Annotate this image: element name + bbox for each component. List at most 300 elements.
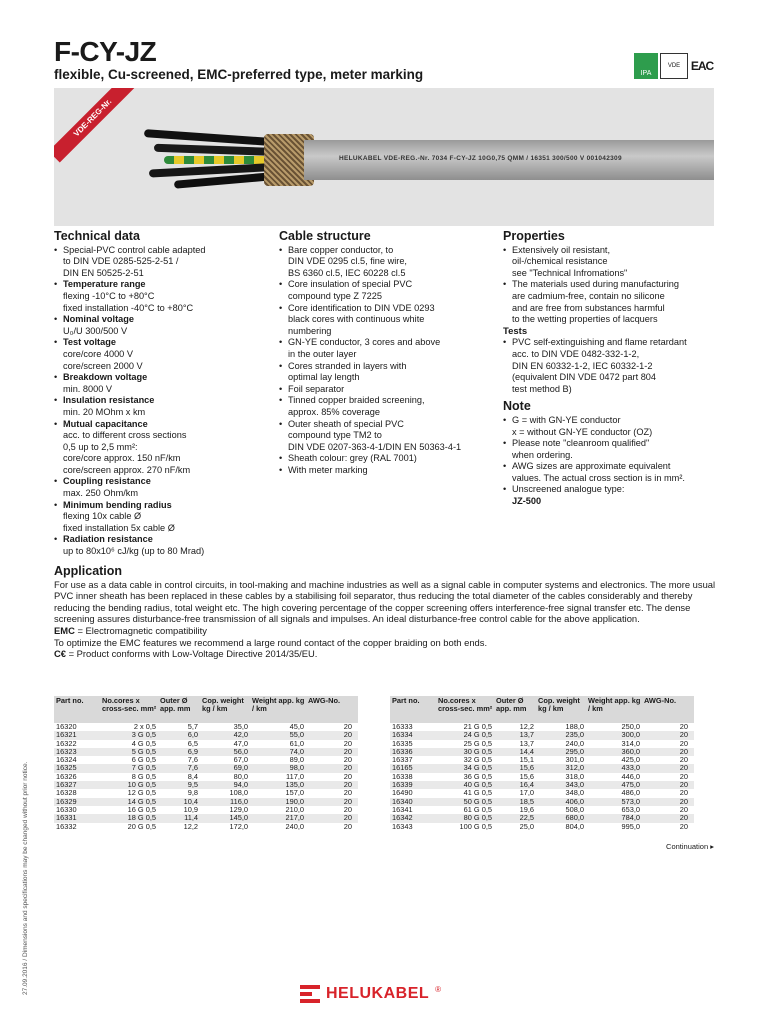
- cell-cop-weight: 312,0: [565, 763, 584, 773]
- tests-list: [503, 337, 718, 395]
- cell-awg: 20: [679, 813, 688, 823]
- table-row: [390, 764, 694, 772]
- header-cores: No.cores x cross-sec. mm²: [438, 696, 493, 714]
- list-item-text: in the outer layer: [288, 348, 357, 359]
- cell-outer-diameter: 10,9: [183, 804, 198, 814]
- cell-awg: 20: [343, 771, 352, 781]
- technical-data-section: [54, 231, 264, 558]
- cell-cores: 10 G 0,5: [127, 780, 156, 790]
- list-item: [503, 484, 718, 496]
- list-item: [503, 268, 718, 280]
- cell-part-no: 16331: [56, 813, 77, 823]
- cell-cop-weight: 35,0: [233, 722, 248, 731]
- cell-cores: 2 x 0,5: [133, 722, 156, 731]
- cell-part-no: 16330: [56, 804, 77, 814]
- cell-awg: 20: [343, 755, 352, 765]
- list-item-text: Core identification to DIN VDE 0293: [288, 302, 435, 313]
- list-item: [54, 349, 264, 361]
- cell-outer-diameter: 6,5: [187, 738, 198, 748]
- list-item-label: Coupling resistance: [63, 476, 151, 487]
- cell-cop-weight: 240,0: [565, 738, 584, 748]
- cell-cores: 16 G 0,5: [127, 804, 156, 814]
- list-item-text: acc. to DIN VDE 0482-332-1-2,: [512, 348, 640, 359]
- cell-awg: 20: [679, 746, 688, 756]
- product-title: F-CY-JZ: [54, 36, 157, 67]
- table-row: [54, 781, 358, 789]
- cell-awg: 20: [343, 821, 352, 831]
- list-item-text: BS 6360 cl.5, IEC 60228 cl.5: [288, 267, 406, 278]
- properties-section: [503, 231, 718, 508]
- list-item: [54, 384, 264, 396]
- vde-reg-ribbon: VDE-REG-Nr.: [54, 88, 138, 163]
- list-item-text: optimal lay length: [288, 372, 360, 383]
- cell-cop-weight: 406,0: [565, 796, 584, 806]
- table-row: [390, 798, 694, 806]
- cell-cop-weight: 348,0: [565, 788, 584, 798]
- list-item-text: to DIN VDE 0285-525-2-51 /: [63, 256, 179, 267]
- cell-weight: 61,0: [289, 738, 304, 748]
- cell-cop-weight: 47,0: [233, 738, 248, 748]
- cell-outer-diameter: 13,7: [519, 738, 534, 748]
- list-item-label: Insulation resistance: [63, 395, 155, 406]
- cell-part-no: 16341: [392, 804, 413, 814]
- cell-weight: 425,0: [621, 755, 640, 765]
- list-item-text: min. 8000 V: [63, 383, 113, 394]
- list-item-text: U₀/U 300/500 V: [63, 325, 128, 336]
- cell-weight: 240,0: [285, 821, 304, 831]
- cell-weight: 360,0: [621, 746, 640, 756]
- list-item: [503, 361, 718, 373]
- cell-outer-diameter: 17,0: [519, 788, 534, 798]
- vde-badge-label: VDE: [667, 63, 681, 69]
- list-item-text: core/screen 2000 V: [63, 360, 143, 371]
- list-item: [279, 407, 494, 419]
- list-item: [503, 303, 718, 315]
- table-row: [54, 806, 358, 814]
- cell-cop-weight: 172,0: [229, 821, 248, 831]
- list-item: [279, 326, 494, 338]
- list-item-text: up to 80x10⁶ cJ/kg (up to 80 Mrad): [63, 546, 205, 557]
- cell-cores: 4 G 0,5: [131, 738, 156, 748]
- list-item: [54, 268, 264, 280]
- header-cop-weight: Cop. weight kg / km: [538, 696, 580, 714]
- cell-cop-weight: 94,0: [233, 780, 248, 790]
- properties-heading: Properties: [503, 229, 565, 243]
- cell-part-no: 16328: [56, 788, 77, 798]
- cell-cores: 61 G 0,5: [463, 804, 492, 814]
- cell-awg: 20: [679, 771, 688, 781]
- table-row: [390, 748, 694, 756]
- list-item-text: DIN EN 60332-1-2, IEC 60332-1-2: [512, 360, 653, 371]
- list-item-text: flexing 10x cable Ø: [63, 511, 142, 522]
- table-row: [390, 789, 694, 797]
- table-row: [390, 773, 694, 781]
- cell-weight: 250,0: [621, 722, 640, 731]
- list-item: [503, 314, 718, 326]
- table-row: [54, 731, 358, 739]
- list-item: [279, 361, 494, 373]
- cell-cop-weight: 80,0: [233, 771, 248, 781]
- cell-awg: 20: [679, 738, 688, 748]
- cell-cores: 14 G 0,5: [127, 796, 156, 806]
- list-item: [279, 245, 494, 257]
- header-cop-weight: Cop. weight kg / km: [202, 696, 244, 714]
- list-item-text: DIN VDE 0207-363-4-1/DIN EN 50363-4-1: [288, 441, 462, 452]
- list-item: [503, 438, 718, 450]
- cell-part-no: 16321: [56, 730, 77, 740]
- cell-awg: 20: [679, 796, 688, 806]
- table-row: [54, 764, 358, 772]
- cell-outer-diameter: 6,0: [187, 730, 198, 740]
- cell-awg: 20: [343, 738, 352, 748]
- list-item-text: test method B): [512, 383, 572, 394]
- ce-mark-icon: C€: [54, 648, 66, 660]
- cell-weight: 573,0: [621, 796, 640, 806]
- emc-line: [54, 625, 718, 637]
- cable-print: HELUKABEL VDE-REG.-Nr. 7034 F-CY-JZ 10G0,75 QMM / 16351 300/500 V 001042309: [339, 155, 622, 162]
- cell-awg: 20: [343, 722, 352, 731]
- list-item: [503, 291, 718, 303]
- cell-outer-diameter: 5,7: [187, 722, 198, 731]
- list-item: [54, 430, 264, 442]
- cell-outer-diameter: 8,4: [187, 771, 198, 781]
- list-item-text: (equivalent DIN VDE 0472 part 804: [512, 372, 657, 383]
- eac-badge-label: EAC: [690, 59, 714, 73]
- cell-weight: 89,0: [289, 755, 304, 765]
- list-item-text: Sheath colour: grey (RAL 7001): [288, 453, 417, 464]
- cell-part-no: 16490: [392, 788, 413, 798]
- cell-part-no: 16322: [56, 738, 77, 748]
- cell-outer-diameter: 22,5: [519, 813, 534, 823]
- list-item: [279, 303, 494, 315]
- registered-mark: ®: [435, 985, 442, 994]
- list-item-text: max. 250 Ohm/km: [63, 488, 139, 499]
- list-item: [503, 473, 718, 485]
- cell-cores: 6 G 0,5: [131, 755, 156, 765]
- cell-weight: 210,0: [285, 804, 304, 814]
- cell-weight: 190,0: [285, 796, 304, 806]
- helukabel-mark-icon: [300, 985, 320, 1003]
- table-row: [390, 823, 694, 831]
- table-row: [390, 806, 694, 814]
- ipa-badge-icon: [634, 53, 658, 79]
- table-header: [54, 696, 358, 723]
- cell-awg: 20: [679, 755, 688, 765]
- cell-outer-diameter: 18,5: [519, 796, 534, 806]
- header-outer-diameter: Outer Ø app. mm: [496, 696, 527, 714]
- cell-weight: 433,0: [621, 763, 640, 773]
- header-awg: AWG-No.: [308, 696, 341, 705]
- list-item-text: acc. to different cross sections: [63, 430, 187, 441]
- cell-cop-weight: 67,0: [233, 755, 248, 765]
- cell-part-no: 16325: [56, 763, 77, 773]
- application-heading: Application: [54, 564, 123, 578]
- cell-awg: 20: [679, 821, 688, 831]
- cell-part-no: 16340: [392, 796, 413, 806]
- cell-outer-diameter: 15,6: [519, 771, 534, 781]
- list-item: [54, 453, 264, 465]
- cell-cores: 5 G 0,5: [131, 746, 156, 756]
- list-item-text: JZ-500: [512, 496, 542, 507]
- list-item-text: Outer sheath of special PVC: [288, 418, 404, 429]
- table-row: [54, 723, 358, 731]
- cell-awg: 20: [679, 804, 688, 814]
- cell-part-no: 16332: [56, 821, 77, 831]
- table-row: [390, 723, 694, 731]
- list-item: [54, 303, 264, 315]
- list-item: [503, 496, 718, 508]
- cell-outer-diameter: 13,7: [519, 730, 534, 740]
- brand-name: HELUKABEL: [326, 985, 430, 1002]
- list-item: [54, 372, 264, 384]
- header-awg: AWG-No.: [644, 696, 677, 705]
- list-item: [279, 279, 494, 291]
- cell-outer-diameter: 19,6: [519, 804, 534, 814]
- cell-part-no: 16339: [392, 780, 413, 790]
- application-section: [54, 566, 718, 660]
- list-item: [279, 465, 494, 477]
- table-row: [390, 731, 694, 739]
- cell-awg: 20: [343, 813, 352, 823]
- cell-part-no: 16320: [56, 722, 77, 731]
- ipa-badge-label: IPA: [640, 70, 652, 77]
- list-item: [503, 415, 718, 427]
- cell-outer-diameter: 9,8: [187, 788, 198, 798]
- cell-weight: 157,0: [285, 788, 304, 798]
- table-body: [54, 723, 358, 831]
- cell-outer-diameter: 6,9: [187, 746, 198, 756]
- table-row: [390, 781, 694, 789]
- list-item-text: approx. 85% coverage: [288, 406, 380, 417]
- list-item-text: fixed installation 5x cable Ø: [63, 522, 175, 533]
- cell-part-no: 16323: [56, 746, 77, 756]
- list-item: [54, 534, 264, 546]
- cable-photo: [54, 88, 714, 226]
- list-item: [54, 326, 264, 338]
- cell-cop-weight: 235,0: [565, 730, 584, 740]
- cell-cop-weight: 145,0: [229, 813, 248, 823]
- cell-awg: 20: [343, 746, 352, 756]
- list-item-text: 0,5 up to 2,5 mm²:: [63, 441, 138, 452]
- list-item-text: see "Technical Infromations": [512, 267, 628, 278]
- ce-line: [54, 648, 718, 660]
- cell-part-no: 16326: [56, 771, 77, 781]
- cell-awg: 20: [679, 722, 688, 731]
- table-row: [390, 756, 694, 764]
- list-item: [54, 500, 264, 512]
- cell-weight: 653,0: [621, 804, 640, 814]
- list-item: [279, 314, 494, 326]
- cell-awg: 20: [679, 730, 688, 740]
- cell-part-no: 16327: [56, 780, 77, 790]
- cell-cores: 100 G 0,5: [459, 821, 492, 831]
- list-item-text: PVC self-extinguishing and flame retardant: [512, 337, 687, 348]
- list-item: [503, 256, 718, 268]
- cell-cores: 7 G 0,5: [131, 763, 156, 773]
- list-item-text: flexing -10°C to +80°C: [63, 290, 155, 301]
- list-item-text: Please note "cleanroom qualified": [512, 438, 650, 449]
- cell-weight: 74,0: [289, 746, 304, 756]
- list-item-text: AWG sizes are approximate equivalent: [512, 461, 671, 472]
- cell-outer-diameter: 10,4: [183, 796, 198, 806]
- cell-weight: 784,0: [621, 813, 640, 823]
- list-item: [54, 361, 264, 373]
- table-row: [54, 814, 358, 822]
- list-item: [54, 291, 264, 303]
- list-item-text: fixed installation -40°C to +80°C: [63, 302, 194, 313]
- cell-awg: 20: [343, 763, 352, 773]
- cell-part-no: 16333: [392, 722, 413, 731]
- list-item: [279, 384, 494, 396]
- table-row: [54, 798, 358, 806]
- ce-text: = Product conforms with Low-Voltage Directive 2014/35/EU.: [65, 648, 318, 660]
- vde-badge-icon: [660, 53, 688, 79]
- list-item: [54, 314, 264, 326]
- eac-badge-icon: [690, 53, 714, 79]
- technical-data-list: [54, 245, 264, 558]
- continuation-link[interactable]: Continuation ▸: [666, 842, 714, 851]
- cell-cop-weight: 42,0: [233, 730, 248, 740]
- cell-part-no: 16343: [392, 821, 413, 831]
- parts-table-right: [390, 696, 694, 831]
- cell-cop-weight: 680,0: [565, 813, 584, 823]
- table-row: [390, 740, 694, 748]
- table-row: [54, 789, 358, 797]
- cell-cores: 8 G 0,5: [131, 771, 156, 781]
- table-header: [390, 696, 694, 723]
- cell-cores: 41 G 0,5: [463, 788, 492, 798]
- cell-awg: 20: [343, 780, 352, 790]
- table-row: [54, 748, 358, 756]
- cell-part-no: 16342: [392, 813, 413, 823]
- cell-cop-weight: 56,0: [233, 746, 248, 756]
- cell-cop-weight: 188,0: [565, 722, 584, 731]
- cell-outer-diameter: 7,6: [187, 763, 198, 773]
- list-item: [279, 453, 494, 465]
- table-row: [54, 823, 358, 831]
- cell-awg: 20: [343, 804, 352, 814]
- cell-part-no: 16165: [392, 763, 413, 773]
- cell-part-no: 16334: [392, 730, 413, 740]
- cell-outer-diameter: 14,4: [519, 746, 534, 756]
- list-item-text: and are free from substances harmful: [512, 302, 665, 313]
- cell-awg: 20: [679, 780, 688, 790]
- header-cores: No.cores x cross-sec. mm²: [102, 696, 157, 714]
- list-item: [503, 427, 718, 439]
- list-item-text: Extensively oil resistant,: [512, 244, 611, 255]
- emc-recommendation: To optimize the EMC features we recommend a large round contact of the copper braiding on both ends.: [54, 636, 488, 648]
- cell-cores: 32 G 0,5: [463, 755, 492, 765]
- cell-cores: 24 G 0,5: [463, 730, 492, 740]
- cell-weight: 55,0: [289, 730, 304, 740]
- cell-weight: 314,0: [621, 738, 640, 748]
- cell-part-no: 16338: [392, 771, 413, 781]
- cell-weight: 45,0: [289, 722, 304, 731]
- cell-weight: 117,0: [286, 771, 304, 781]
- helukabel-logo: [300, 985, 441, 1003]
- cell-cop-weight: 508,0: [565, 804, 584, 814]
- list-item: [503, 349, 718, 361]
- cell-weight: 300,0: [621, 730, 640, 740]
- cell-weight: 98,0: [289, 763, 304, 773]
- table-row: [54, 740, 358, 748]
- cell-weight: 995,0: [621, 821, 640, 831]
- list-item: [503, 245, 718, 257]
- cell-awg: 20: [679, 763, 688, 773]
- list-item: [503, 372, 718, 384]
- list-item-text: G = with GN-YE conductor: [512, 414, 621, 425]
- cell-cores: 3 G 0,5: [131, 730, 156, 740]
- cell-awg: 20: [343, 796, 352, 806]
- cell-part-no: 16337: [392, 755, 413, 765]
- cell-part-no: 16336: [392, 746, 413, 756]
- header-outer-diameter: Outer Ø app. mm: [160, 696, 191, 714]
- list-item-text: x = without GN-YE conductor (OZ): [512, 426, 653, 437]
- cell-outer-diameter: 7,6: [187, 755, 198, 765]
- list-item: [279, 256, 494, 268]
- list-item-text: when ordering.: [512, 449, 573, 460]
- list-item: [279, 395, 494, 407]
- cell-cores: 30 G 0,5: [463, 746, 492, 756]
- list-item-text: compound type Z 7225: [288, 290, 382, 301]
- cell-outer-diameter: 12,2: [519, 722, 534, 731]
- list-item: [279, 268, 494, 280]
- list-item: [54, 465, 264, 477]
- header-part-no: Part no.: [56, 696, 84, 705]
- table-row: [54, 773, 358, 781]
- cell-cop-weight: 295,0: [565, 746, 584, 756]
- list-item-text: Bare copper conductor, to: [288, 244, 394, 255]
- list-item-text: min. 20 MOhm x km: [63, 406, 146, 417]
- cell-weight: 475,0: [621, 780, 640, 790]
- list-item-text: With meter marking: [288, 464, 368, 475]
- emc-label: EMC: [54, 624, 75, 636]
- list-item: [54, 337, 264, 349]
- cell-outer-diameter: 15,6: [519, 763, 534, 773]
- list-item: [503, 384, 718, 396]
- note-heading: Note: [503, 399, 531, 414]
- list-item-text: Core insulation of special PVC: [288, 279, 413, 290]
- list-item-text: Unscreened analogue type:: [512, 484, 625, 495]
- list-item: [54, 407, 264, 419]
- cell-cores: 36 G 0,5: [463, 771, 492, 781]
- cell-cores: 21 G 0,5: [463, 722, 492, 731]
- cell-part-no: 16329: [56, 796, 77, 806]
- list-item: [54, 419, 264, 431]
- cell-outer-diameter: 16,4: [519, 780, 534, 790]
- cell-outer-diameter: 9,5: [187, 780, 198, 790]
- list-item: [54, 245, 264, 257]
- list-item-label: Mutual capacitance: [63, 418, 148, 429]
- list-item: [503, 279, 718, 291]
- cable-structure-heading: Cable structure: [279, 229, 371, 243]
- emc-text: = Electromagnetic compatibility: [74, 624, 207, 636]
- list-item: [503, 450, 718, 462]
- list-item-text: Cores stranded in layers with: [288, 360, 407, 371]
- list-item-text: core/screen approx. 270 nF/km: [63, 464, 191, 475]
- cell-weight: 217,0: [285, 813, 304, 823]
- list-item-text: black cores with continuous white: [288, 314, 425, 325]
- cell-cop-weight: 804,0: [565, 821, 584, 831]
- cell-awg: 20: [343, 730, 352, 740]
- cell-weight: 486,0: [621, 788, 640, 798]
- cell-cop-weight: 69,0: [233, 763, 248, 773]
- list-item-label: Radiation resistance: [63, 534, 153, 545]
- list-item: [279, 442, 494, 454]
- cable-structure-section: [279, 231, 494, 476]
- list-item-text: Tinned copper braided screening,: [288, 395, 425, 406]
- list-item-text: values. The actual cross section is in mm².: [512, 472, 685, 483]
